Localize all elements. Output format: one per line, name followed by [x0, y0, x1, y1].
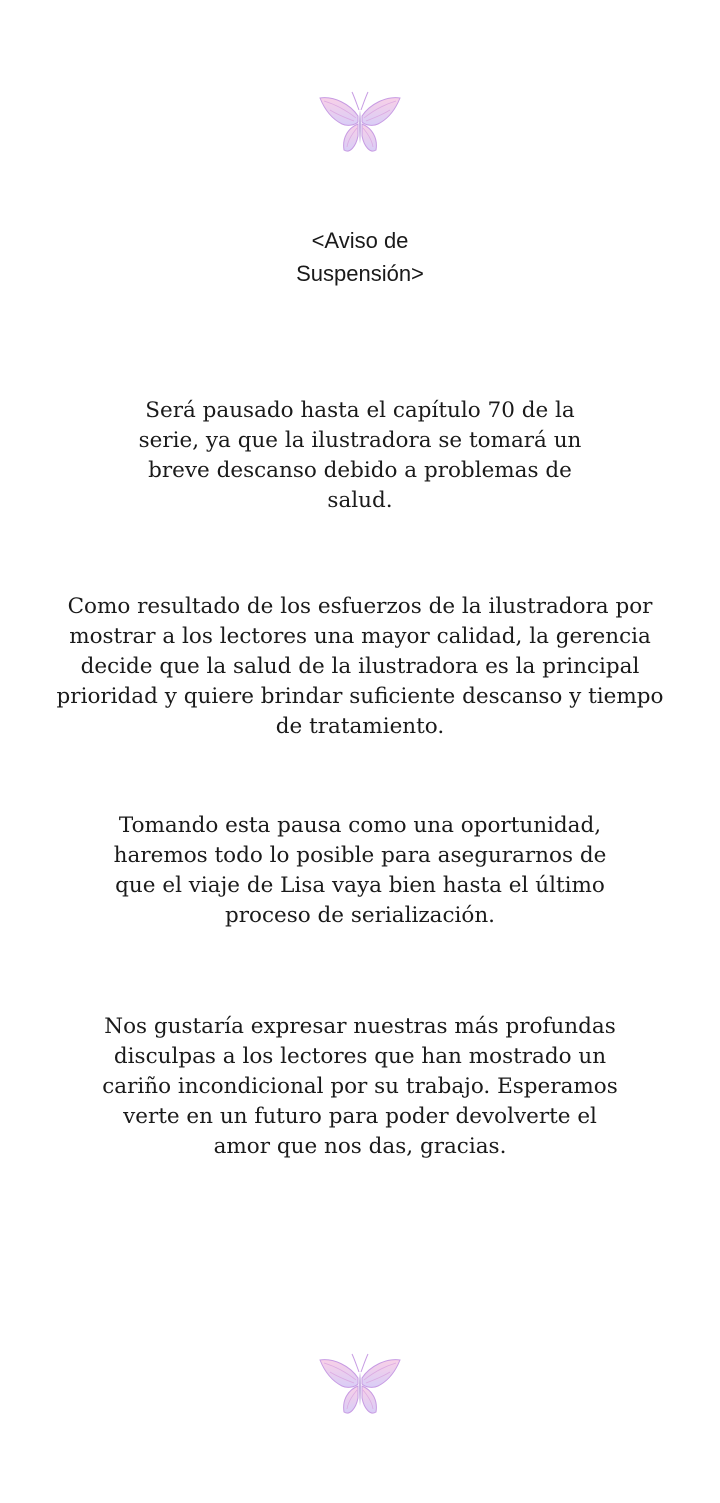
paragraph-health-priority — [40, 592, 680, 742]
paragraph-apology — [40, 1012, 680, 1162]
paragraph-line: salud. — [327, 488, 393, 513]
paragraph-line: Como resultado de los esfuerzos de la ilustradora por — [67, 594, 653, 619]
paragraph-line: amor que nos das, gracias. — [213, 1134, 507, 1159]
butterfly-icon — [316, 88, 404, 158]
paragraph-line: mostrar a los lectores una mayor calidad, la gerencia — [69, 624, 651, 649]
paragraph-line: breve descanso debido a problemas de — [148, 458, 572, 483]
paragraph-line: prioridad y quiere brindar suficiente descanso y tiempo — [56, 684, 664, 709]
paragraph-pause-notice — [40, 396, 680, 516]
paragraph-line: Será pausado hasta el capítulo 70 de la — [145, 398, 575, 423]
paragraph-opportunity — [40, 811, 680, 931]
paragraph-line: cariño incondicional por su trabajo. Esperamos — [102, 1074, 618, 1099]
title-line-2: Suspensión> — [296, 261, 424, 286]
paragraph-line: que el viaje de Lisa vaya bien hasta el último — [115, 873, 605, 898]
paragraph-line: verte en un futuro para poder devolverte el — [123, 1104, 597, 1129]
notice-title — [160, 224, 560, 290]
paragraph-line: disculpas a los lectores que han mostrado un — [113, 1044, 607, 1069]
paragraph-line: de tratamiento. — [275, 714, 445, 739]
paragraph-line: decide que la salud de la ilustradora es la principal — [80, 654, 640, 679]
paragraph-line: Tomando esta pausa como una oportunidad, — [118, 813, 602, 838]
title-line-1: <Aviso de — [311, 228, 409, 253]
paragraph-line: proceso de serialización. — [224, 903, 496, 928]
paragraph-line: serie, ya que la ilustradora se tomará un — [138, 428, 582, 453]
paragraph-line: haremos todo lo posible para asegurarnos de — [113, 843, 607, 868]
butterfly-icon — [316, 1350, 404, 1420]
paragraph-line: Nos gustaría expresar nuestras más profundas — [104, 1014, 616, 1039]
